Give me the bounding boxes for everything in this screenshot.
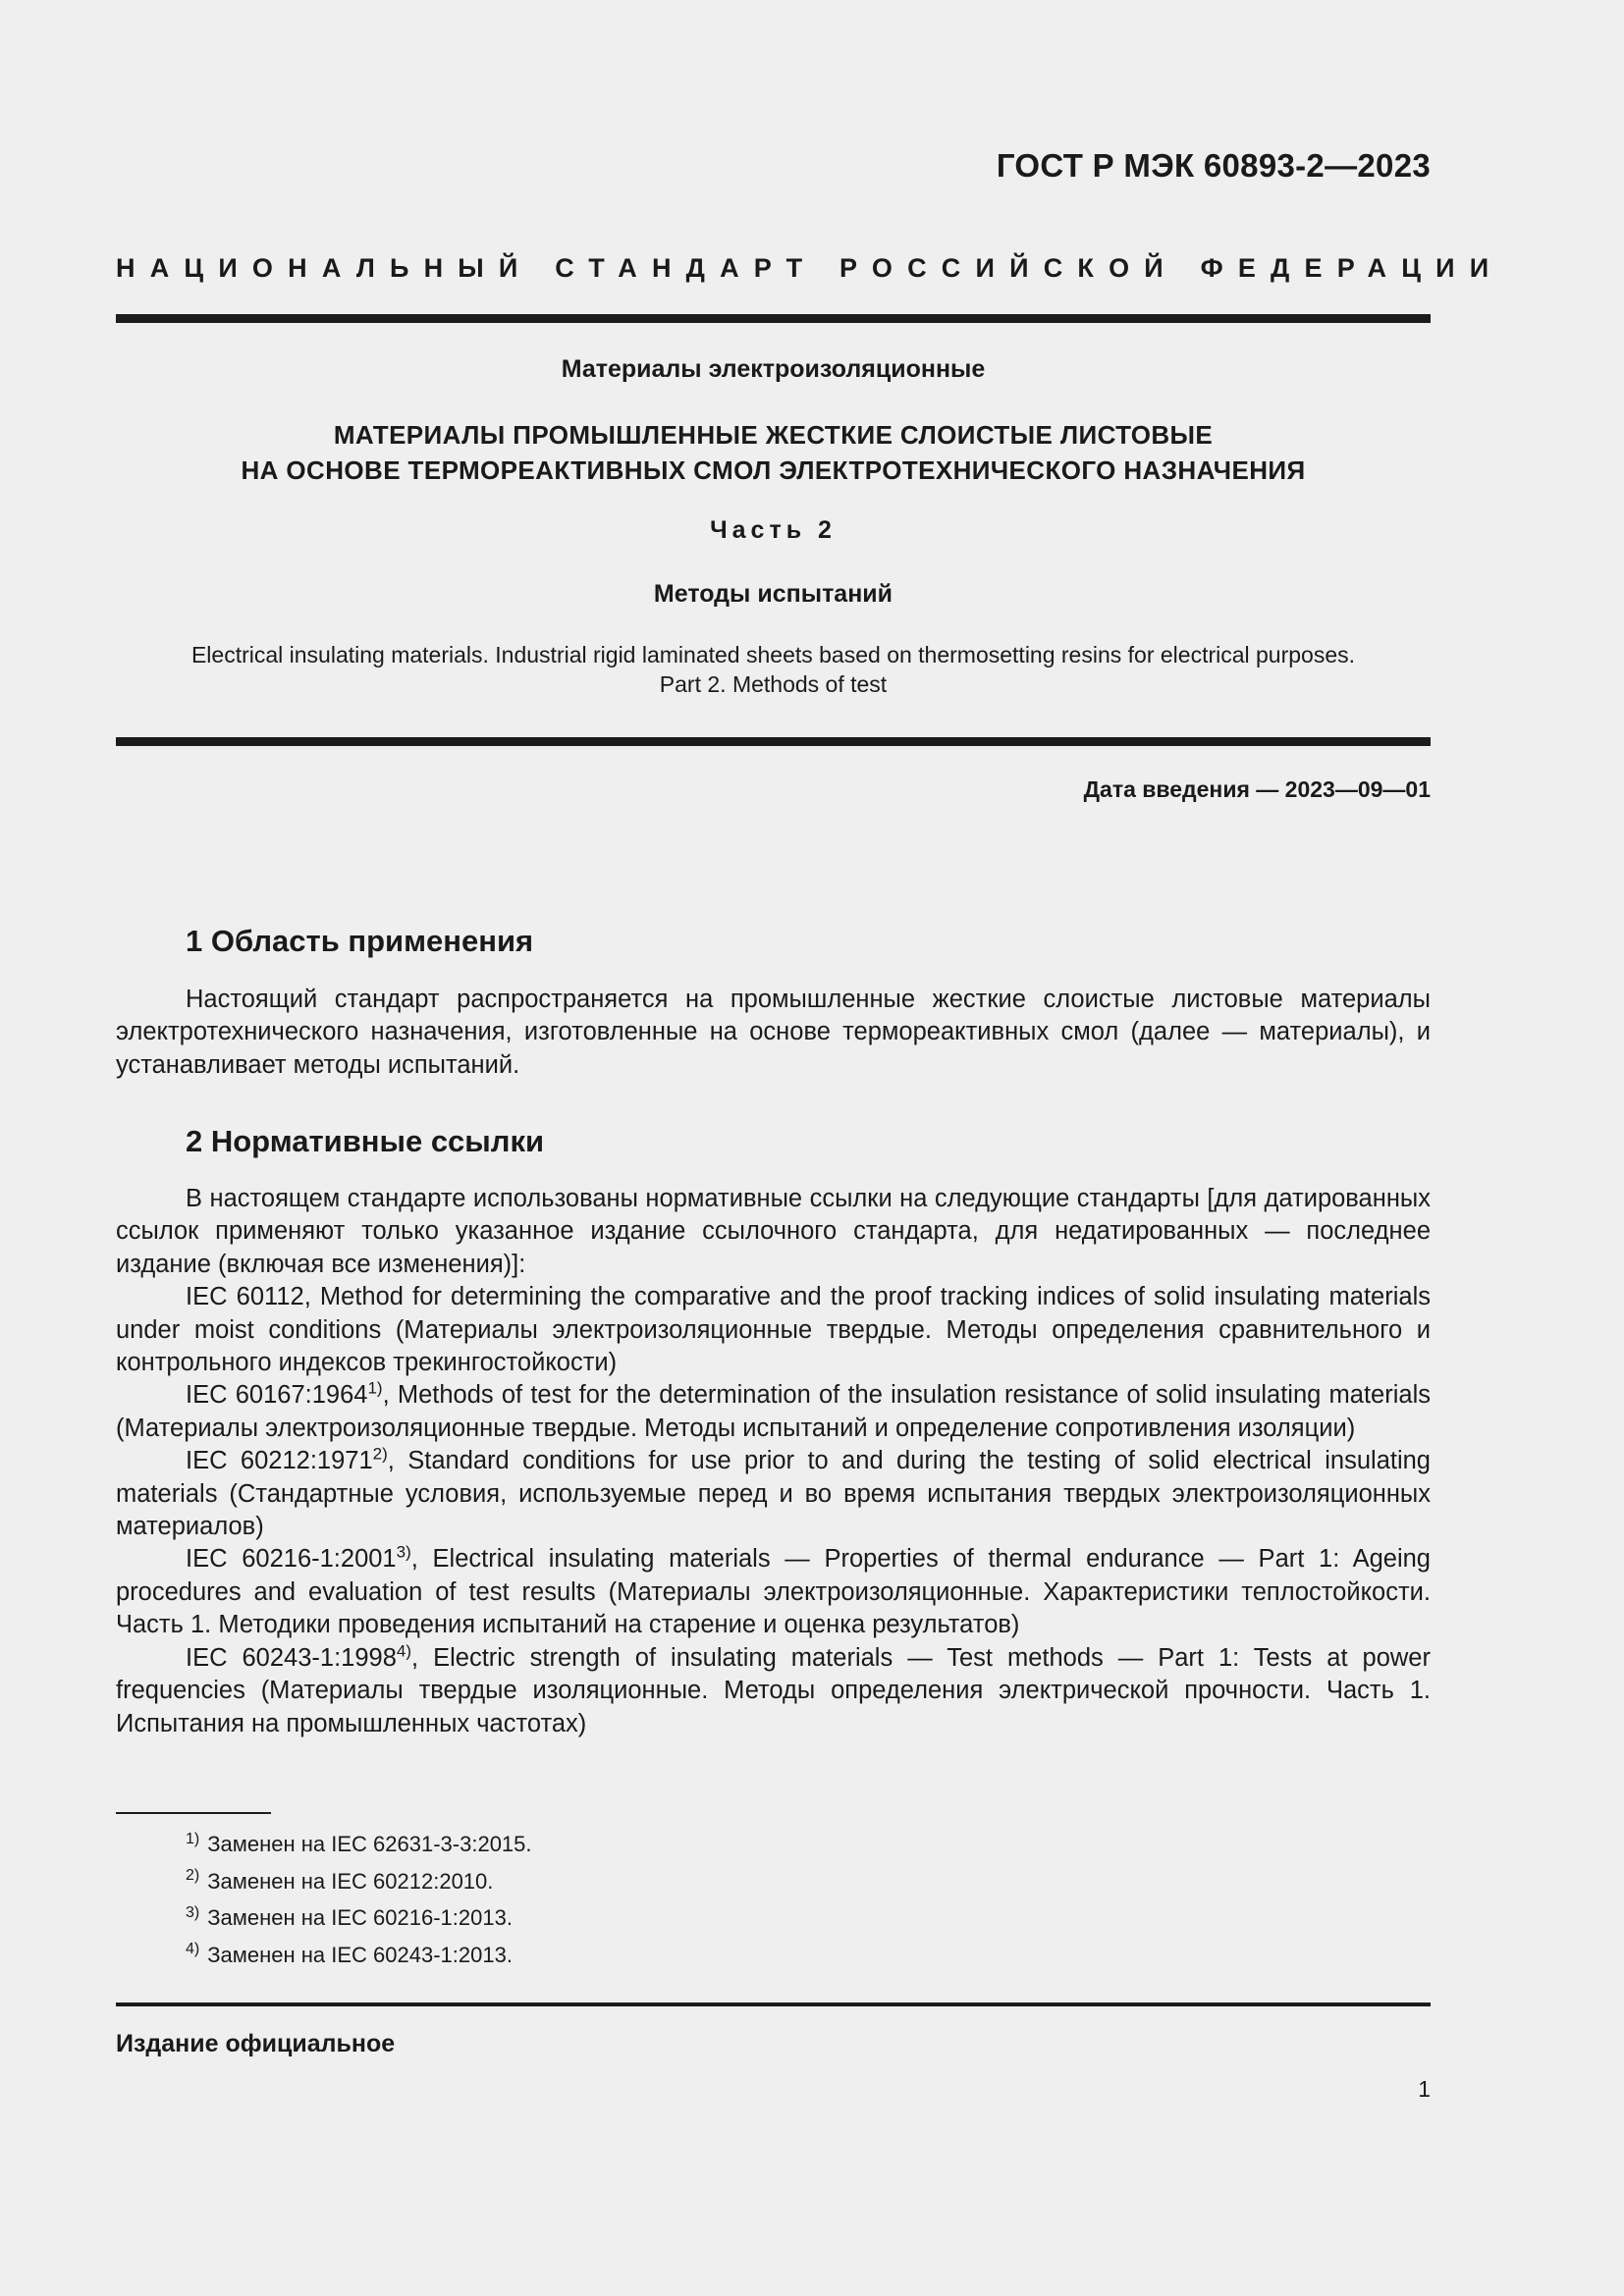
footnote-number: 4) xyxy=(186,1941,200,1958)
reference-text: , Methods of test for the determination of the insulation resistance of solid insulating materials (Материалы электроизоляционные твердые. Методы испытаний и определение сопротивления изоляции) xyxy=(116,1381,1431,1442)
reference-code: IEC 60243-1:1998 xyxy=(186,1643,397,1672)
reference-code: IEC 60216-1:2001 xyxy=(186,1545,397,1574)
footnote-mark: 2) xyxy=(372,1444,388,1464)
reference-item xyxy=(116,1379,1431,1445)
reference-code: IEC 60212:1971 xyxy=(186,1447,373,1475)
reference-code: IEC 60112 xyxy=(186,1283,304,1311)
section-2-body xyxy=(116,1183,1431,1740)
reference-text: , Electric strength of insulating materials — Test methods — Part 1: Tests at power frequencies (Материалы твердые изоляционные. Методы определения электрической прочности. Часть 1. Испытания на промышленных частотах) xyxy=(116,1643,1431,1737)
reference-text: , Method for determining the comparative and the proof tracking indices of solid insulating materials under moist conditions (Материалы электроизоляционные твердые. Методы определения сравнительного и контрольного индексов трекингостойкости) xyxy=(116,1283,1431,1377)
bottom-divider xyxy=(116,2002,1431,2006)
edition-label: Издание официальное xyxy=(116,2030,396,2057)
footnote-item xyxy=(186,1937,532,1974)
footnote-number: 3) xyxy=(186,1903,200,1921)
reference-text: , Standard conditions for use prior to and during the testing of solid electrical insulating materials (Стандартные условия, используемые перед и во время испытания твердых электроизоляционных материалов) xyxy=(116,1447,1431,1541)
section-1-body xyxy=(116,984,1431,1082)
footnote-number: 1) xyxy=(186,1830,200,1847)
footnote-text: Заменен на IEC 60216-1:2013. xyxy=(207,1905,513,1930)
reference-text: , Electrical insulating materials — Properties of thermal endurance — Part 1: Ageing procedures and evaluation of test results (Материалы электроизоляционные. Характеристики теплостойкости. Часть 1. Методики проведения испытаний на старение и оценка результатов) xyxy=(116,1545,1431,1639)
title-line-2: НА ОСНОВЕ ТЕРМОРЕАКТИВНЫХ СМОЛ ЭЛЕКТРОТЕХНИЧЕСКОГО НАЗНАЧЕНИЯ xyxy=(241,455,1306,485)
footnote-item xyxy=(186,1863,532,1900)
footnote-item xyxy=(186,1826,532,1863)
section-1-heading: 1 Область применения xyxy=(186,924,534,958)
footnote-mark: 1) xyxy=(367,1378,383,1398)
section-1-paragraph: Настоящий стандарт распространяется на промышленные жесткие слоистые листовые материалы электротехнического назначения, изготовленные на основе термореактивных смол (далее — материалы), и устанавливает методы испытаний. xyxy=(116,986,1431,1079)
footnote-number: 2) xyxy=(186,1867,200,1885)
references-list xyxy=(116,1281,1431,1740)
document-title xyxy=(116,417,1431,488)
reference-item xyxy=(116,1543,1431,1641)
top-divider xyxy=(116,314,1431,323)
introduction-date: Дата введения — 2023—09—01 xyxy=(1083,776,1431,802)
english-title-line-2: Part 2. Methods of test xyxy=(659,671,888,697)
footnote-text: Заменен на IEC 60212:2010. xyxy=(207,1868,494,1894)
footnote-item xyxy=(186,1899,532,1937)
title-divider xyxy=(116,737,1431,746)
footnote-text: Заменен на IEC 62631-3-3:2015. xyxy=(207,1832,532,1856)
footnote-mark: 4) xyxy=(396,1641,412,1661)
english-title xyxy=(116,640,1431,699)
section-2-intro: В настоящем стандарте использованы нормативные ссылки на следующие стандарты [для датированных ссылок применяют только указанное издание ссылочного стандарта, для недатированных — последнее издание (включая все изменения)]: xyxy=(116,1185,1431,1278)
reference-item xyxy=(116,1445,1431,1543)
national-standard-banner: НАЦИОНАЛЬНЫЙ СТАНДАРТ РОССИЙСКОЙ ФЕДЕРАЦИИ xyxy=(116,253,1504,283)
reference-item xyxy=(116,1281,1431,1379)
english-title-line-1: Electrical insulating materials. Industrial rigid laminated sheets based on thermosetting resins for electrical purposes. xyxy=(190,642,1356,667)
footnote-text: Заменен на IEC 60243-1:2013. xyxy=(207,1942,513,1967)
reference-item xyxy=(116,1642,1431,1740)
reference-code: IEC 60167:1964 xyxy=(186,1381,368,1410)
footnote-mark: 3) xyxy=(396,1542,411,1562)
part-label: Часть 2 xyxy=(710,516,837,544)
methods-label: Методы испытаний xyxy=(653,580,893,608)
footnotes xyxy=(186,1826,532,1973)
section-2-heading: 2 Нормативные ссылки xyxy=(186,1124,545,1158)
standard-code: ГОСТ Р МЭК 60893-2—2023 xyxy=(996,147,1431,184)
document-subtitle: Материалы электроизоляционные xyxy=(561,355,986,383)
footnote-divider xyxy=(116,1812,271,1814)
title-line-1: МАТЕРИАЛЫ ПРОМЫШЛЕННЫЕ ЖЕСТКИЕ СЛОИСТЫЕ ЛИСТОВЫЕ xyxy=(333,420,1214,450)
page-number: 1 xyxy=(1418,2076,1431,2102)
